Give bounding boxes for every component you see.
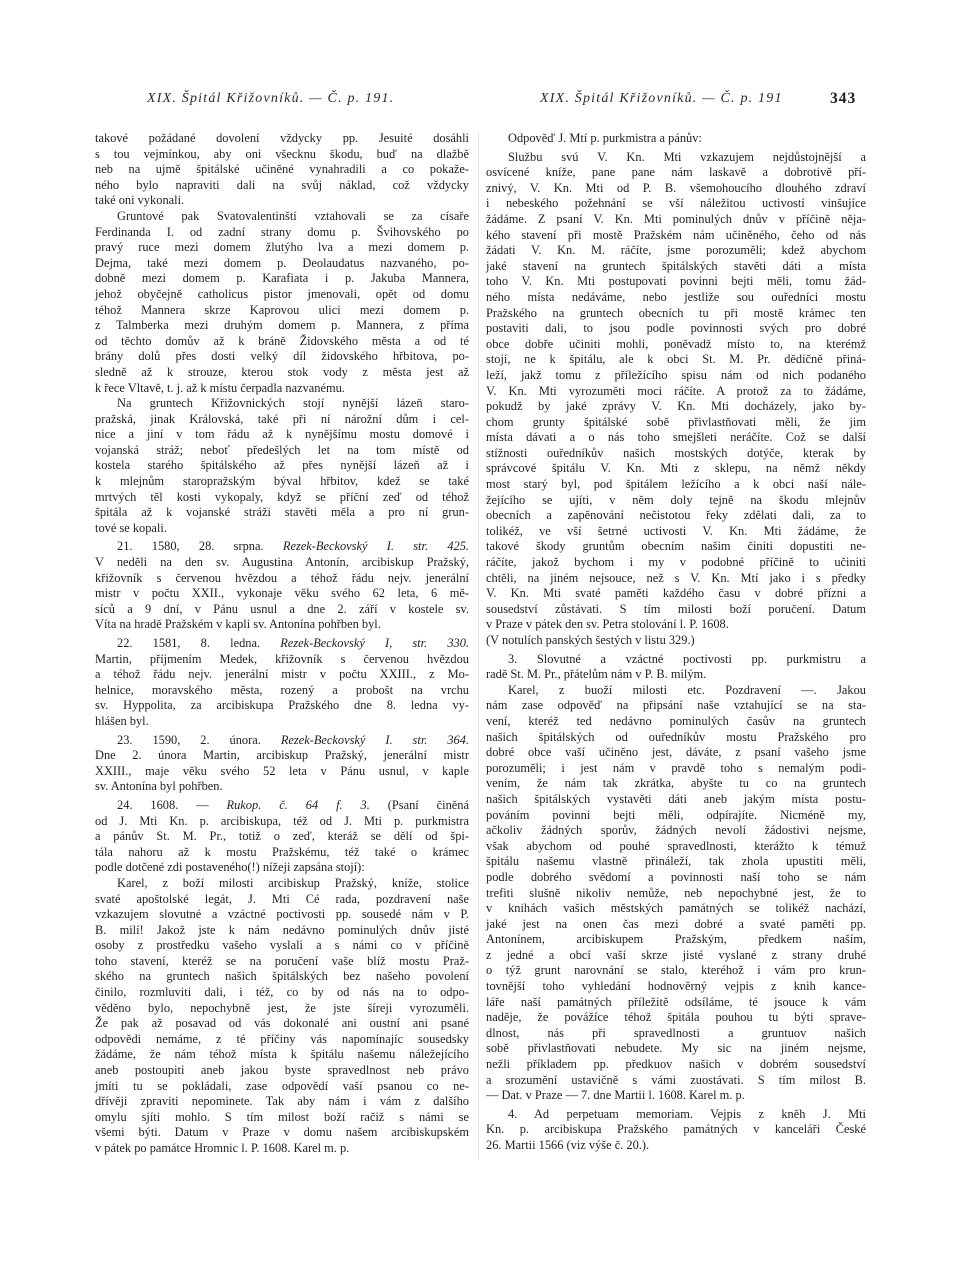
text-segment: (Psaní činěná [369,797,469,812]
text-line: činilo, rozmluviti dali, i též, co by od nás na to odpo- [95,985,469,1000]
text-line: však abychom od pouhé spravedlnosti, kterážto k témuž [486,838,866,853]
paragraph [95,131,469,209]
paragraph [95,876,469,1157]
text-line: radě St. M. Pr., přátelům nám v P. B. milým. [486,667,707,682]
text-line: svaté apoštolské legát, J. Mti Cé rada, pozdravení naše [95,891,469,906]
text-line: špitálu našemu vlastně přináleží, tak zhola upustiti měli, [486,854,866,869]
text-line: k řece Vltavě, t. j. až k místu čerpadla nazvanému. [95,380,345,395]
text-line: kého stavení při mostě Pražském nám učiněného, čeho od nás [486,227,866,242]
paragraph [95,539,469,633]
text-line: Že pak až posavad od vás dokonalé ani oustní ani psané [95,1016,469,1031]
text-line: Karel, z buoží milosti etc. Pozdravení —. Jakou [508,682,866,697]
text-line: Dejma, také mezi domem p. Deolaudatus nazvaného, po- [95,255,469,270]
paragraph [486,652,866,683]
text-line: žádati V. Kn. M. ráčíte, jsme porozuměli; kdež abychom [486,243,866,258]
text-line: B. milí! Jakož jste k nám nedávno pominulých dnův jisté [95,922,469,937]
text-line: Martin, příjmením Medek, křižovník s červenou hvězdou [95,651,469,666]
text-line: sv. Hyppolita, za arcibiskupa Pražského dne 8. ledna vy- [95,698,469,713]
text-line: Kn. p. arcibiskupa Pražského památných v kanceláři České [486,1122,866,1137]
text-line: jehož obyčejně catholicus pistor jmenovali, opět od domu [95,286,469,301]
text-line: vením, že nám tak zkrátka, abyšte tu co na gruntech [486,776,866,791]
text-line: trefiti slušně nikoliv nemůže, neb nepochybné jest, že to [486,885,866,900]
text-line: podle dobrého svědomí a povinnosti naší toho se nám [486,869,866,884]
source-citation: Rezek-Beckovský I. str. 364. [280,732,469,747]
text-line: Službu svú V. Kn. Mti vzkazujem nejdůstojnější a [508,149,866,164]
text-line: vení, kteréž ted nedávno pominulých časův na gruntech [486,713,866,728]
text-line: podle dotčené zdi postaveného(!) nížeji zapsána stojí): [95,860,365,875]
text-line: sobě přivlastňovati nebudete. My sic na jiném nejsme, [486,1041,866,1056]
text-line: i nebeského požehnání se vší náležitou uctivostí vinšujíce [486,196,866,211]
text-line: Víta na hradě Pražském v kapli sv. Antonína pohřben byl. [95,617,381,632]
text-line [95,733,469,749]
text-line: takové požádané dovolení vždycky pp. Jesuité dosáhli [95,131,469,145]
text-line: Dne 2. února Martin, arcibiskup Pražský, jenerální mistr [95,748,469,763]
text-line: v knihách vašich městských památných se tolikéž nachází, [486,901,866,916]
column-rule [478,132,479,1160]
text-line: nežli příkladem pp. předkuov našich v dobrém sousedství [486,1057,866,1072]
paragraph [486,1107,866,1154]
text-line: a pánův St. M. Pr., totiž o zeď, kteráž se dělí od špi- [95,829,469,844]
text-line: žejícího se ujíti, v něm doly tejně na škodu mlejnův [486,492,866,507]
text-line: XXIII., maje věku svého 52 leta v Pánu usnul, v kaple [95,763,469,778]
text-line: křižovník s červenou hvězdou a téhož řádu nejv. jenerální [95,570,469,585]
text-line: z Talmberka mezi druhým domem p. Mannera, z příma [95,318,469,333]
text-line: místa dávati a o nás toho smejšleti neráčíte. Což se další [486,430,866,445]
text-line: pokudž by jaké zprávy V. Kn. Mti docházely, jako by- [486,399,866,414]
text-line: stížnosti ouředníkův našich mostských dotýče, kterak by [486,445,866,460]
text-line [95,798,469,814]
text-line: obce dobře učiniti mohli, poněvadž místo to, na kterémž [486,336,866,351]
text-line: jaké jest na onen čas mezi dobré a svaté paměti pp. [486,916,866,931]
text-line: žádáme. Z psaní V. Kn. Mti pominulých dnův v příčině něja- [486,211,866,226]
paragraph [486,683,866,1104]
text-segment: 21. 1580, 28. srpna. [117,539,283,554]
text-line: sledně až k strouze, kterou stok vody z města jest až [95,364,469,379]
paragraph [95,798,469,876]
text-line: hlášen byl. [95,713,149,728]
paragraph [95,396,469,536]
text-line: toho V. Kn. Mti postupovati povinni bejti měli, tomu žád- [486,274,866,289]
text-line: vzkazujem slovutné a vzáctné poctivosti pp. sousedé nám v P. [95,907,469,922]
text-line: osvícené kníže, pane pane nám laskavě a dobrotivě pří- [486,165,866,180]
text-line: Antonínem, arcibiskupem Pražským, předkem naším, [486,932,866,947]
text-line: k mlejnům staropražským býval hřbitov, kdež se také [95,474,469,489]
text-line: pražská, jinak Královská, také při ní nárožní dům i cel- [95,411,469,426]
text-line: jaké stavení na gruntech špitálských stavěti dáti a místa [486,258,866,273]
text-line: Odpověď J. Mtí p. purkmistra a pánův: [508,131,702,145]
text-segment: 24. 1608. — [117,797,227,812]
text-line: láře naší památných příležitě odsíláme, té jsouce k vám [486,994,866,1009]
text-line: helnice, moravského města, rozený a probošt na vrchu [95,682,469,697]
text-line: dlnost, nás při spravedlnosti a gruntuov našich [486,1025,866,1040]
text-line: správcové špitálu V. Kn. Mti z sklepu, na němž někdy [486,461,866,476]
text-line: kostela starého špitálského až přes nynější lázeň až i [95,458,469,473]
text-line: od těchto domův až k bráně Židovského města a od té [95,333,469,348]
text-line: našich špitálských od ouředníkův mostu Pražského pro [486,729,866,744]
text-line: jmíti tu se pokládali, zase odpovědí vaší psanou co ne- [95,1078,469,1093]
text-line: brány dolů přes dosti velký díl židovského hřbitova, po- [95,349,469,364]
text-line: aneb postoupiti aneb jakou byste spravedlnost neb právo [95,1063,469,1078]
text-line: Ferdinanda I. od zadní strany domu p. Švihovského po [95,224,469,239]
text-line [95,539,469,555]
text-line: obecních a zapěnování nečistotou řeky zdělati dali, za to [486,508,866,523]
text-line: ného bylo napraviti dali na svůj náklad, což vždycky [95,177,469,192]
text-line: chtěli, na jiném nejsouce, než s V. Kn. Mtí jako i s předky [486,570,866,585]
text-line: dobré obce vaší učiněno jest, dáváte, z psaní vašeho jsme [486,745,866,760]
right-column [486,131,866,1154]
text-line: ského na gruntech našich špitálských bez našeho povolení [95,969,469,984]
text-line: téhož Mannera skrze Kaprovou ulici mezi domem p. [95,302,469,317]
text-line: naděje, že povážíce téhož špitála pouhou tu býti sprave- [486,1010,866,1025]
text-line: tové se kopali. [95,520,167,535]
text-line: v Praze v pátek den sv. Petra stolování l. P. 1608. [486,617,729,632]
text-line: pováním povinni bejti měli, odpírajíte. Nicméně my, [486,807,866,822]
text-line: chom grunty špitálské sobě přivlastňovati měli, že jim [486,414,866,429]
page-number: 343 [830,90,857,107]
text-line: ačkoliv žádných sporův, žádných nevolí žádostivi nejsme, [486,823,866,838]
text-line: — Dat. v Praze — 7. dne Martii l. 1608. Karel m. p. [486,1088,745,1103]
text-line: odpovědi nemáme, z té příčiny vás napomínajíc sousedsky [95,1031,469,1046]
text-line: V. Kn. Mti vyrozuměti moci ráčíte. A protož za to žádáme, [486,383,866,398]
text-line: toho stavení, kteréž se na poručení vaše blíž mostu Praž- [95,953,469,968]
text-line: a téhož řádu nejv. jenerální mistr v počtu XXIII., z Mo- [95,667,469,682]
text-line: postaviti dali, to jsou podle povinnosti svých pro dobré [486,321,866,336]
paragraph [95,209,469,396]
text-line: Gruntové pak Svatovalentinští vztahovali se za císaře [117,208,469,223]
text-line: tovnější toho vyhledání hodnověrný vejpis z knih kance- [486,979,866,994]
text-line: most starý byl, pod špitálem ležícího a k obci naší nále- [486,477,866,492]
text-line: znivý, V. Kn. Mti od P. B. všemohoucího dlouhého zdraví [486,180,866,195]
text-line: dobně mezi domem p. Karafiata i p. Jakuba Mannera, [95,271,469,286]
text-line: sv. Antonína byl pohřben. [95,779,223,794]
paragraph [486,131,866,147]
text-line: všemi býti. Datum v Praze v domu našem arcibiskupském [95,1125,469,1140]
text-line: sousedství zůstávati. S tím milosti boží poručení. Datum [486,601,866,616]
text-line: také oni vykonali. [95,193,185,208]
running-header-left: XIX. Špitál Křižovníků. — Č. p. 191. [147,91,395,106]
text-line: 26. Martii 1566 (viz výše č. 20.). [486,1138,650,1152]
text-line: osoby z prostředku vašeho vyslali a s námi co v příčině [95,938,469,953]
text-line: neb na ujmě špitálské učiněné vynahradili a co pokaže- [95,162,469,177]
text-line: od J. Mti Kn. p. arcibiskupa, též od J. Mti p. purkmistra [95,813,469,828]
text-line: o týž grunt narovnání se stalo, kteréhož i vám pro krun- [486,963,866,978]
text-segment: 23. 1590, 2. února. [117,732,281,747]
text-line: s tou vejmínkou, aby oni všecknu škodu, buď na dlažbě [95,146,469,161]
text-line: našich špitálských vystavěti dáti aneb jakým místa postu- [486,791,866,806]
text-line: dřívěji zpraviti nepominete. Tak aby nám i vám z dalšího [95,1094,469,1109]
text-line: nice a jiní v tom řádu až k nynějšímu mostu domové i [95,427,469,442]
text-line: omylu sjíti mohlo. S tím milost boží račiž s námi se [95,1109,469,1124]
left-column [95,131,469,1157]
source-citation: Rezek-Beckovský I, str. 330. [280,636,470,650]
text-line: síců a 9 dní, v Pánu usnul a dne 2. září v kostele sv. [95,601,469,616]
text-line: ného místa nedáváme, nebo jestliže sou ouředníci mostu [486,289,866,304]
text-segment: 22. 1581, 8. ledna. [117,636,281,650]
paragraph [95,636,469,730]
text-line: žádáme, že nám téhož místa k špitálu našemu náležejícího [95,1047,469,1062]
text-line: stojí, ne k špitálu, ale k obci St. M. Pr. dědičně přiná- [486,352,866,367]
text-line: vojanská stráž; neboť předešlých let na tom místě od [95,442,469,457]
text-line: Pražského na gruntech obecních tu při mostě krámec ten [486,305,866,320]
running-header-right: XIX. Špitál Křižovníků. — Č. p. 191 [540,91,783,106]
source-citation: Rukop. č. 64 f. 3. [226,797,370,812]
text-line: (V notulích panských šestých v listu 329.) [486,633,695,647]
text-line: a srozumění ustavičně s vámi zuostávati. S tím milost B. [486,1072,866,1087]
source-citation: Rezek-Beckovský I. str. 425. [282,539,469,554]
text-line: tála nahoru až k mostu Pražskému, též také o krámec [95,844,469,859]
text-line: 3. Slovutné a vzáctné poctivosti pp. purkmistru a [508,651,866,666]
text-line: mrtvých těl kosti vykopaly, když se příční zeď od téhož [95,489,469,504]
text-line: z jedné a obcí vaší skrze jisté vyslané z strany druhé [486,947,866,962]
text-line: porozuměli; i jest nám v pravdě toho s nemalým podi- [486,760,866,775]
text-line: takové škody gruntům obecním našim činiti dopustiti ne- [486,539,866,554]
paragraph [95,733,469,795]
text-line: tolikéž, ve vší šetrné uctivosti V. Kn. Mti žádáme, že [486,523,866,538]
text-line: Karel, z boží milosti arcibiskup Pražský, kníže, stolice [117,875,469,890]
text-line: špitála až k vojanské stráži stavěti měla a pro ní grun- [95,505,469,520]
text-line: Na gruntech Křižovnických stojí nynější lázeň staro- [117,396,469,411]
text-line: věděno bylo, nepochybně jest, že jste šíreji vyrozuměli. [95,1000,469,1015]
text-line: ráčíte, jakož bychom i my v podobné příčině to učiniti [486,555,866,570]
text-line: 4. Ad perpetuam memoriam. Vejpis z kněh J. Mti [508,1106,866,1121]
text-line: pravý ruce mezi domem žlutýho lva a mezi domem p. [95,240,469,255]
text-line [95,636,469,652]
text-line: leží, jakž tomu z příležícího spisu nám od nich podaného [486,367,866,382]
text-line: nám zase odpověď na připsání naše vztahující se na sta- [486,698,866,713]
paragraph [486,633,866,649]
paragraph [486,150,866,633]
text-line: V neděli na den sv. Augustina Antonín, arcibiskup Pražský, [95,555,469,570]
text-line: mistr v počtu XXII., vykonaje věku svého 62 leta, 6 mě- [95,586,469,601]
text-line: v pátek po památce Hromnic l. P. 1608. Karel m. p. [95,1141,350,1155]
text-line: V. Kn. Mti svaté paměti každého času v dobré přízni a [486,586,866,601]
